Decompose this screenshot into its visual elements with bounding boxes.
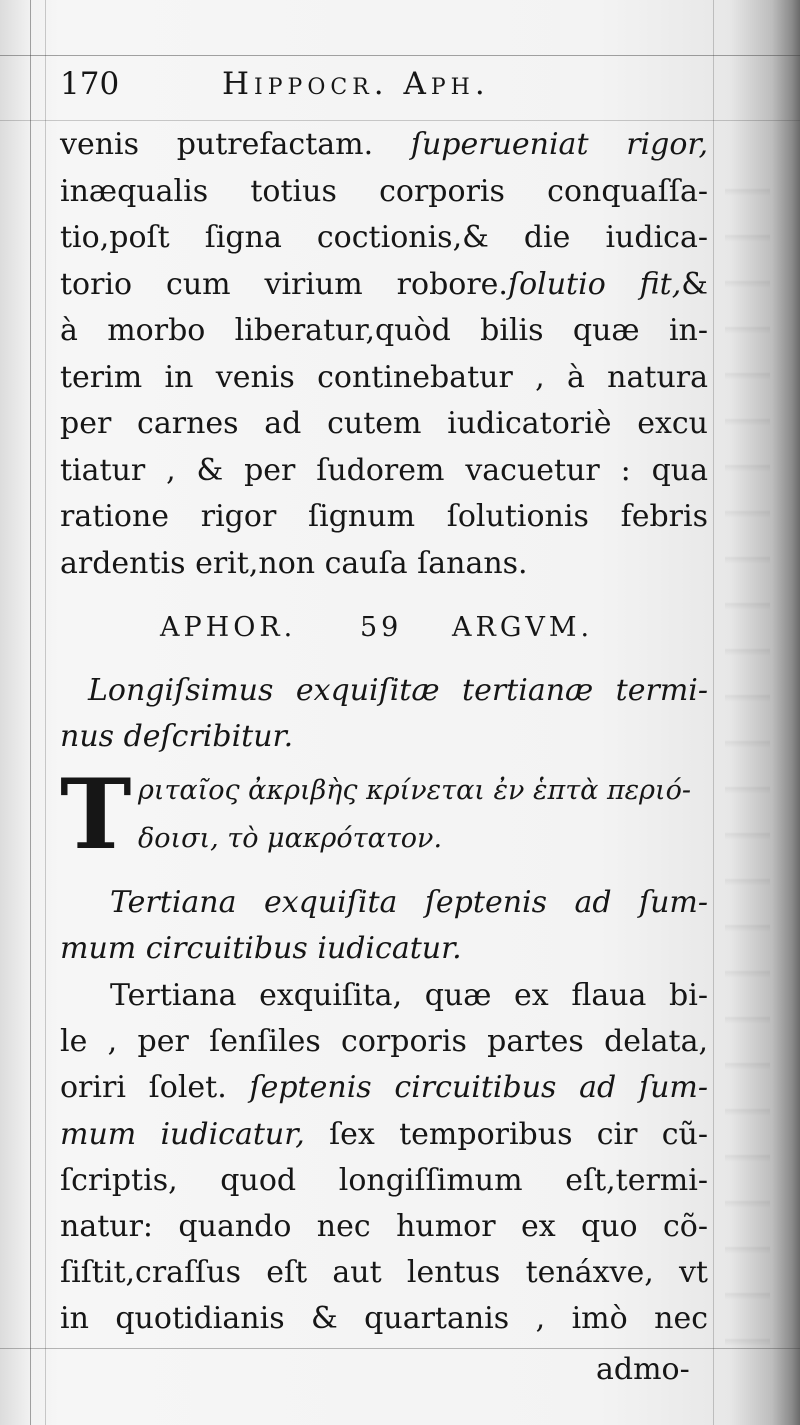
text-line: ſiſtit,craſſus eſt aut lentus tenáxve, vt (60, 1255, 708, 1291)
text-line: à morbo liberatur,quòd bilis quæ in- (60, 313, 708, 348)
press-rule-right (713, 0, 714, 1425)
text-line: inæqualis totius corporis conquaſſa- (60, 173, 708, 209)
text-line: Tertiana exquiſita, quæ ex flaua bi- (110, 978, 708, 1013)
greek-line: ριταῖος ἀκριβὴς κρίνεται ἐν ἑπτὰ περιό- (138, 775, 692, 806)
text-line: terim in venis continebatur , à natura (60, 359, 708, 395)
running-header (60, 66, 720, 110)
aphorism-label: APHOR. (160, 612, 297, 643)
text-run: torio cum virium robore. (60, 266, 508, 302)
press-rule-bottom (0, 1348, 800, 1349)
text-run: oriri ſolet. (60, 1070, 227, 1106)
text-run-italic: ſolutio fit, (507, 266, 682, 302)
page-number: 170 (60, 66, 120, 102)
text-line: le , per ſenſiles corporis partes delata, (60, 1024, 708, 1060)
text-line: natur: quando nec humor ex quo cõ- (60, 1209, 708, 1245)
text-line: tiatur , & per ſudorem vacuetur : qua (60, 452, 708, 488)
latin-translation (60, 880, 708, 972)
text-line: ratione rigor ſignum ſolutionis febris (60, 499, 708, 534)
text-line (60, 262, 708, 309)
show-through-shadow (725, 150, 770, 1350)
text-line: Longiſsimus exquiſitæ tertianæ termi- (88, 673, 708, 708)
text-line: in quotidianis & quartanis , imò nec (60, 1301, 708, 1337)
press-rule-left-inner (45, 0, 46, 1425)
text-run-italic: ſuperueniat rigor, (410, 127, 708, 162)
commentary (60, 973, 708, 1343)
text-line: Tertiana exquiſita ſeptenis ad ſum- (110, 885, 708, 920)
argument-summary (60, 668, 708, 760)
text-line (60, 122, 708, 169)
text-line (60, 1112, 708, 1158)
text-line (60, 1065, 708, 1111)
text-run-italic: mum iudicatur, (60, 1116, 305, 1152)
commentary-previous (60, 122, 708, 587)
text-line: per carnes ad cutem iudicatoriè excu (60, 406, 708, 441)
argument-label: ARGVM. (452, 612, 594, 643)
running-head-title: Hippocr. Aph. (222, 66, 490, 102)
text-line: ardentis erit,non cauſa ſanans. (60, 545, 528, 581)
press-rule-left (30, 0, 31, 1425)
press-rule-top (0, 55, 800, 56)
press-rule-top-inner (0, 120, 800, 121)
greek-line: δοισι, τὸ μακρότατον. (138, 823, 443, 854)
greek-aphorism (60, 758, 708, 875)
text-run: & (681, 266, 708, 302)
text-run-italic: ſeptenis circuitibus ad ſum- (249, 1070, 708, 1106)
text-line: nus deſcribitur. (60, 719, 294, 754)
catchword: admo- (596, 1352, 690, 1387)
text-run: ſex temporibus cir cũ- (329, 1116, 708, 1152)
text-run: venis putrefactam. (60, 127, 374, 162)
text-line: ſcriptis, quod longiſſimum eſt,termi- (60, 1162, 708, 1198)
drop-capital: T (60, 758, 132, 871)
aphorism-number: 59 (360, 612, 403, 643)
text-line: mum circuitibus iudicatur. (60, 931, 462, 966)
text-line: tio,poſt ſigna coctionis,& die iudica- (60, 220, 708, 255)
